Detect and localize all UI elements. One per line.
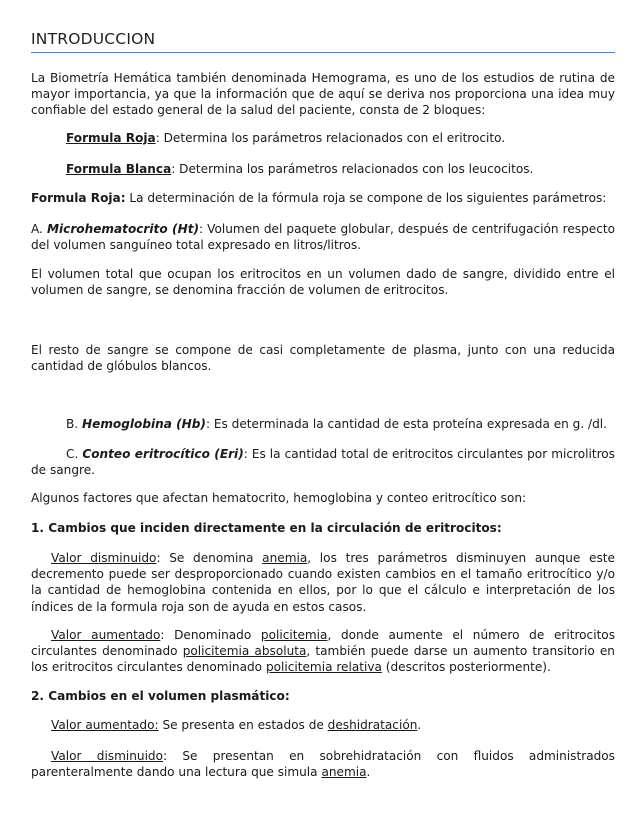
item-b-paragraph — [31, 416, 615, 432]
section-heading-2: 2. Cambios en el volumen plasmático: — [31, 689, 290, 703]
valor-disminuido-item — [31, 550, 615, 615]
valor-aumentado-text-3: , también puede darse un aumento transitorio en los eritrocitos circulantes denominado — [31, 644, 615, 675]
item-c-prefix: C. — [66, 447, 83, 461]
volumen-paragraph: El volumen total que ocupan los eritrocitos en un volumen dado de sangre, dividido entre el volumen de sangre, se denomina fracción de volumen de eritrocitos. — [31, 267, 615, 298]
valor-disminuido-text: : Se denomina — [156, 551, 263, 565]
item-c-text: : Es la cantidad total de eritrocitos circulantes por microlitros de sangre. — [31, 447, 615, 478]
formula-roja-item — [31, 130, 615, 146]
item-a-label: Microhematocrito (Ht) — [46, 222, 200, 236]
policitemia-relativa-link[interactable]: policitemia relativa — [265, 660, 382, 675]
plasma-aumentado-end: . — [417, 718, 422, 732]
plasma-disminuido-label: Valor disminuido — [51, 749, 164, 763]
plasma-disminuido-text: : Se presentan en sobrehidratación con fluidos administrados parenteralmente dando una lectura que simula — [31, 749, 615, 780]
formula-blanca-text: : Determina los parámetros relacionados con los leucocitos. — [171, 162, 534, 176]
intro-paragraph: La Biometría Hemática también denominada Hemograma, es uno de los estudios de rutina de mayor importancia, ya que la información que de aquí se deriva nos proporciona una idea muy confiable del estado general de la salud del paciente, consta de 2 bloques: — [31, 71, 615, 118]
bullet-icon — [31, 552, 41, 562]
deshidratacion-link[interactable]: deshidratación — [327, 718, 418, 732]
bullet-icon — [31, 750, 41, 760]
valor-aumentado-text-4: (descritos posteriormente). — [381, 660, 551, 675]
formula-roja-definition — [31, 190, 615, 206]
policitemia-absoluta-link[interactable]: policitemia absoluta — [182, 644, 307, 659]
item-a-text: : Volumen del paquete globular, después de centrifugación respecto del volumen sanguíneo total expresado en litros/litros. — [31, 222, 615, 253]
valor-aumentado-item — [31, 627, 615, 676]
valor-disminuido-label: Valor disminuido — [51, 551, 157, 565]
resto-paragraph: El resto de sangre se compone de casi completamente de plasma, junto con una reducida cantidad de glóbulos blancos. — [31, 343, 615, 374]
valor-aumentado-text-2: , donde aumente el número de eritrocitos circulantes denominado — [31, 628, 616, 659]
formula-blanca-label: Formula Blanca — [66, 162, 172, 176]
bullet-icon — [31, 629, 41, 639]
formula-roja-heading: Formula Roja: — [31, 191, 126, 205]
item-a-prefix: A. — [31, 222, 47, 236]
plasma-disminuido-end: . — [366, 765, 371, 780]
bullet-icon — [31, 719, 41, 729]
factores-paragraph: Algunos factores que afectan hematocrito, hemoglobina y conteo eritrocítico son: — [31, 491, 527, 505]
item-c-paragraph — [31, 446, 615, 478]
plasma-disminuido-item — [31, 748, 615, 780]
anemia-link[interactable]: anemia — [262, 551, 308, 565]
item-b-text: : Es determinada la cantidad de esta proteína expresada en g. /dl. — [205, 417, 607, 431]
item-b-label: Hemoglobina (Hb) — [82, 417, 206, 431]
valor-aumentado-label: Valor aumentado — [51, 628, 161, 642]
anemia-link-2[interactable]: anemia — [321, 765, 367, 780]
section-heading-1: 1. Cambios que inciden directamente en la circulación de eritrocitos: — [31, 521, 502, 535]
document-title: INTRODUCCION — [31, 30, 156, 48]
title-underline — [31, 52, 615, 53]
formula-roja-text: : Determina los parámetros relacionados con el eritrocito. — [155, 131, 506, 145]
plasma-aumentado-label: Valor aumentado: — [51, 718, 159, 732]
plasma-aumentado-item — [31, 717, 615, 733]
formula-roja-label: Formula Roja — [66, 131, 156, 145]
formula-roja-desc: La determinación de la fórmula roja se compone de los siguientes parámetros: — [125, 191, 607, 205]
valor-aumentado-text: : Denominado — [160, 628, 261, 642]
item-a-paragraph — [31, 221, 615, 253]
item-c-label: Conteo eritrocítico (Eri) — [82, 447, 244, 461]
formula-blanca-item — [31, 161, 615, 177]
policitemia-link[interactable]: policitemia — [260, 628, 328, 642]
valor-disminuido-text-cont: , los tres parámetros disminuyen aunque este decremento puede ser desproporcionado cuando existen cambios en el tamaño eritrocítico y/o la cantidad de hemoglobina contenida en ellos, por lo que el cálculo e interpretación de los índices de la formula roja son de ayuda en estos casos. — [31, 551, 615, 614]
item-b-prefix: B. — [66, 417, 82, 431]
plasma-aumentado-text: Se presenta en estados de — [158, 718, 328, 732]
